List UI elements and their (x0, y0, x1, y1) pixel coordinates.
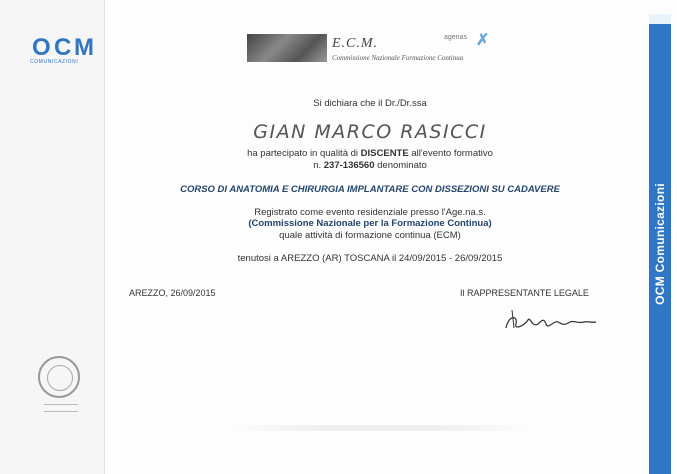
held-line: tenutosi a AREZZO (AR) TOSCANA il 24/09/2015 - 26/09/2015 (237, 253, 503, 264)
registered-line: Registrato come evento residenziale presso l'Age.na.s. (254, 207, 486, 218)
official-seal (38, 356, 80, 398)
participation-line (110, 148, 630, 159)
commission-line: (Commissione Nazionale per la Formazione Continua) (248, 218, 492, 229)
logo-letter-m: M (74, 34, 94, 61)
faded-footer-text (230, 425, 530, 431)
participant-name: GIAN MARCO RASICCI (253, 121, 487, 143)
participation-role: DISCENTE (360, 148, 409, 159)
place-date: AREZZO, 26/09/2015 (129, 288, 216, 298)
activity-line: quale attività di formazione continua (ECM) (279, 230, 461, 241)
ecm-subtitle: Commissione Nazionale Formazione Continua (332, 54, 464, 62)
agenas-logo-icon: ✗ (476, 32, 490, 49)
event-suffix: denominato (374, 160, 427, 171)
participation-prefix: ha partecipato in qualità di (247, 148, 361, 159)
brand-sidebar (649, 14, 671, 474)
logo-subtitle: COMUNICAZIONI (30, 59, 79, 65)
participation-suffix: all'evento formativo (408, 148, 493, 159)
brand-sidebar-top (649, 14, 671, 24)
left-margin-strip (0, 0, 105, 474)
event-number: 237-136560 (323, 160, 375, 171)
logo-letter-o: O (32, 34, 51, 61)
ecm-title: E.C.M. (332, 36, 379, 51)
declaration-text: Si dichiara che il Dr./Dr.ssa (313, 98, 427, 109)
course-title: CORSO DI ANATOMIA E CHIRURGIA IMPLANTARE CON DISSEZIONI SU CADAVERE (180, 184, 560, 195)
seal-caption (44, 404, 78, 412)
event-prefix: n. (313, 160, 324, 171)
ecm-header-photo (247, 34, 327, 62)
ocm-logo (30, 34, 100, 67)
event-number-line (110, 160, 630, 171)
signature (498, 306, 598, 334)
agenas-label: agenas (444, 34, 467, 41)
legal-representative-label: Il RAPPRESENTANTE LEGALE (460, 288, 589, 298)
logo-letter-c: C (54, 34, 72, 61)
brand-sidebar-text: OCM Comunicazioni (653, 183, 667, 305)
